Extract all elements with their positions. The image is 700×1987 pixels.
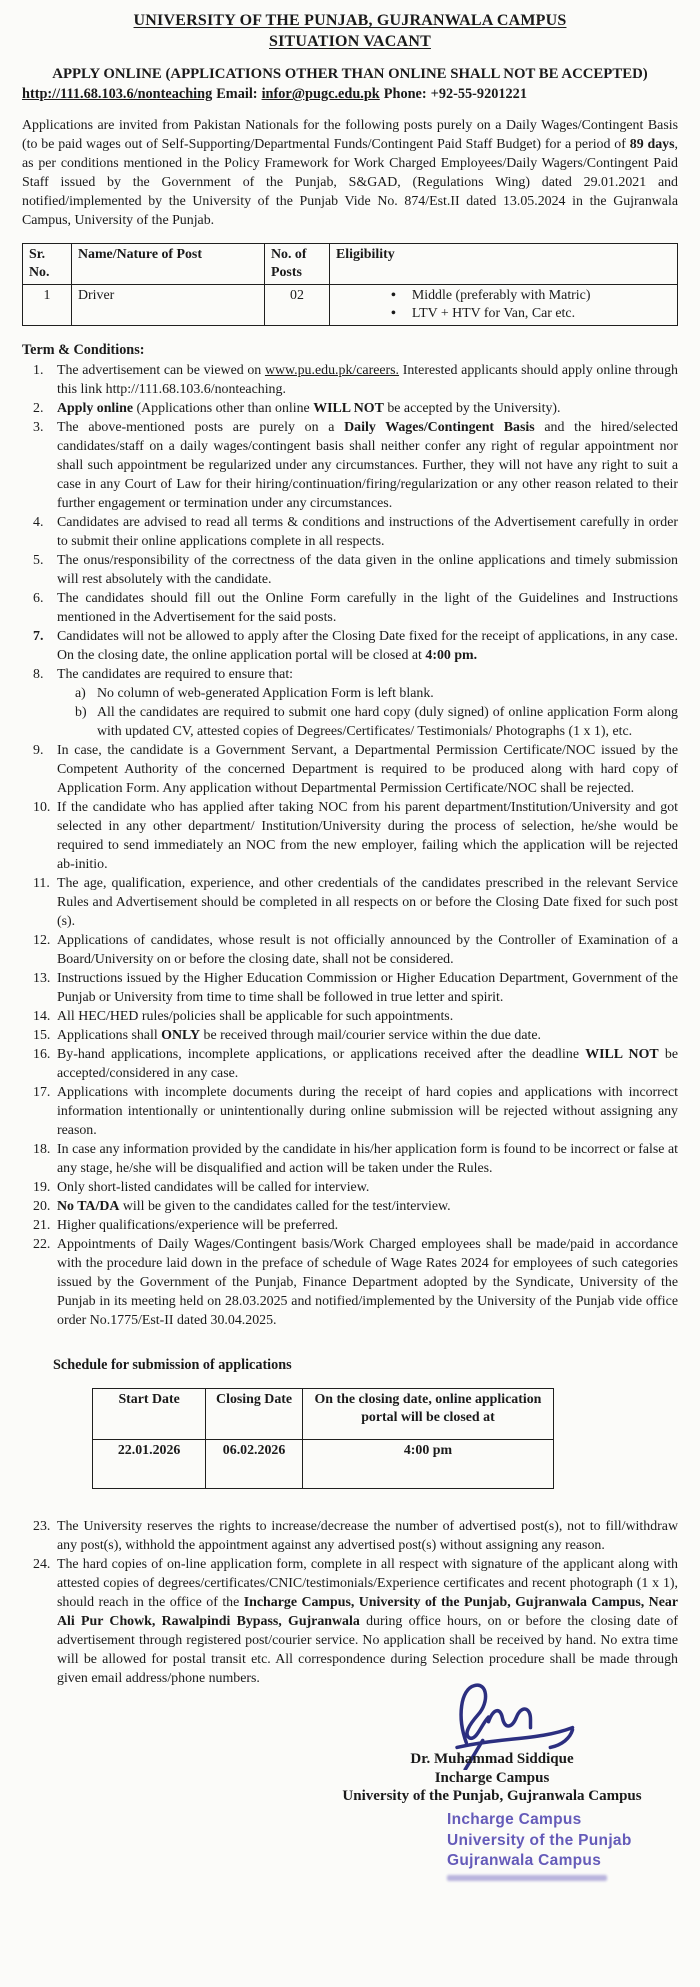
term-item bbox=[22, 1216, 678, 1235]
term-number: 21. bbox=[33, 1218, 51, 1233]
terms-heading: Term & Conditions: bbox=[22, 342, 145, 358]
term-item bbox=[22, 513, 678, 551]
term-number: 20. bbox=[33, 1199, 51, 1214]
term-text bbox=[57, 513, 678, 551]
text-segment: www.pu.edu.pk/careers. bbox=[264, 363, 400, 378]
apply-online-heading: APPLY ONLINE (APPLICATIONS OTHER THAN ONLINE SHALL NOT BE ACCEPTED) bbox=[52, 66, 648, 82]
text-segment: (Applications other than online bbox=[133, 401, 314, 416]
term-text bbox=[57, 551, 678, 589]
term-number: 6. bbox=[33, 591, 44, 606]
schedule-start-date: 22.01.2026 bbox=[93, 1440, 206, 1489]
term-body bbox=[57, 418, 678, 513]
term-subitems bbox=[57, 684, 678, 741]
text-segment: All the candidates are required to submit one hard copy (duly signed) of online application Form along with updated CV, attested copies of Degrees/Certificates/ Testimonials/ Photographs (1 x 1), etc. bbox=[97, 705, 678, 739]
term-item bbox=[22, 1517, 678, 1555]
text-segment: 89 days bbox=[629, 137, 675, 152]
term-text bbox=[57, 627, 678, 665]
term-text bbox=[57, 1045, 678, 1083]
text-segment: be accepted/considered in any case. bbox=[57, 1047, 678, 1081]
term-body bbox=[57, 1197, 678, 1216]
term-item bbox=[22, 1235, 678, 1330]
term-body bbox=[57, 589, 678, 627]
schedule-heading: Schedule for submission of applications bbox=[53, 1357, 292, 1373]
signatory-name: Dr. Muhammad Siddique bbox=[410, 1751, 574, 1767]
application-url: http://111.68.103.6/nonteaching bbox=[22, 86, 213, 102]
term-number: 18. bbox=[33, 1142, 51, 1157]
title-line-1-text: UNIVERSITY OF THE PUNJAB, GUJRANWALA CAMPUS bbox=[133, 12, 567, 29]
schedule-portal-close-time: 4:00 pm bbox=[302, 1440, 553, 1489]
term-number: 17. bbox=[33, 1085, 51, 1100]
term-body bbox=[57, 513, 678, 551]
term-body bbox=[57, 1045, 678, 1083]
term-number: 3. bbox=[33, 420, 44, 435]
term-number: 24. bbox=[33, 1557, 51, 1572]
term-body bbox=[57, 1026, 678, 1045]
text-segment: be received through mail/courier service within the due date. bbox=[200, 1028, 541, 1043]
term-body bbox=[57, 1235, 678, 1330]
title-line-1 bbox=[22, 10, 678, 31]
term-text bbox=[57, 1235, 678, 1330]
term-item bbox=[22, 1178, 678, 1197]
job-table-header-row bbox=[23, 244, 678, 285]
term-text bbox=[57, 1216, 678, 1235]
text-segment: Apply online bbox=[57, 401, 134, 416]
eligibility-bullet-item bbox=[336, 305, 671, 323]
text-segment: No TA/DA bbox=[57, 1199, 120, 1214]
term-number: 15. bbox=[33, 1028, 51, 1043]
term-number: 14. bbox=[33, 1009, 51, 1024]
term-text bbox=[57, 741, 678, 798]
term-body bbox=[57, 1178, 678, 1197]
job-row-eligibility bbox=[330, 285, 678, 326]
title-line-2 bbox=[22, 31, 678, 52]
term-subitem bbox=[75, 703, 678, 741]
term-body bbox=[57, 399, 678, 418]
schedule-header-start-date: Start Date bbox=[93, 1389, 206, 1440]
term-body bbox=[57, 1083, 678, 1140]
term-body bbox=[57, 1007, 678, 1026]
stamp-line-3: Gujranwala Campus bbox=[447, 1852, 602, 1869]
contact-line bbox=[22, 85, 678, 104]
job-header-posts: No. of Posts bbox=[265, 244, 330, 285]
email-label: Email: bbox=[216, 86, 258, 102]
term-item bbox=[22, 551, 678, 589]
text-segment: Candidates are advised to read all terms & conditions and instructions of the Advertisement carefully in order to submit their online applications complete in all respects. bbox=[57, 515, 678, 549]
subitem-text bbox=[97, 703, 678, 741]
text-segment: be accepted by the University). bbox=[383, 401, 561, 416]
term-item bbox=[22, 361, 678, 399]
job-header-sr: Sr. No. bbox=[23, 244, 72, 285]
signatory-details bbox=[277, 1750, 700, 1806]
text-segment: WILL NOT bbox=[585, 1047, 659, 1062]
text-segment: Only short-listed candidates will be called for interview. bbox=[57, 1180, 370, 1195]
term-body bbox=[57, 741, 678, 798]
signatory-organization: University of the Punjab, Gujranwala Campus bbox=[342, 1788, 642, 1804]
term-body bbox=[57, 1216, 678, 1235]
subitem-label: b) bbox=[75, 705, 87, 720]
text-segment: Higher qualifications/experience will be preferred. bbox=[57, 1218, 339, 1233]
text-segment: Applications are invited from Pakistan Nationals for the following posts purely on a Daily Wages/Contingent Basis (to be paid wages out of Self-Supporting/Departmental Funds/Contingent Paid Staff Budget) for a period of bbox=[22, 118, 678, 152]
schedule-header-row bbox=[93, 1389, 554, 1440]
term-number: 12. bbox=[33, 933, 51, 948]
bullet-icon bbox=[391, 305, 396, 323]
term-body bbox=[57, 798, 678, 874]
term-text bbox=[57, 969, 678, 1007]
eligibility-text: Middle (preferably with Matric) bbox=[411, 288, 591, 303]
text-segment: Incharge Campus, University of the Punjab, Gujranwala Campus, Near Ali Pur Chowk, Rawalpindi Bypass, Gujranwala bbox=[57, 1595, 678, 1629]
term-number: 7. bbox=[33, 629, 44, 644]
term-text bbox=[57, 1178, 678, 1197]
term-item bbox=[22, 1083, 678, 1140]
term-text bbox=[57, 1555, 678, 1688]
term-item bbox=[22, 399, 678, 418]
intro-paragraph bbox=[22, 116, 678, 230]
stamp-line-2: University of the Punjab bbox=[447, 1831, 632, 1849]
term-item bbox=[22, 874, 678, 931]
term-item bbox=[22, 931, 678, 969]
term-text bbox=[57, 1083, 678, 1140]
term-body bbox=[57, 1517, 678, 1555]
text-segment: Daily Wages/Contingent Basis bbox=[344, 420, 535, 435]
term-item bbox=[22, 418, 678, 513]
text-segment: Instructions issued by the Higher Education Commission or Higher Education Department, Government of the Punjab or University from time to time shall be followed in true letter and spirit. bbox=[57, 971, 678, 1005]
term-number: 11. bbox=[33, 876, 50, 891]
term-text bbox=[57, 399, 678, 418]
document-title bbox=[22, 10, 678, 52]
text-segment: By-hand applications, incomplete applications, or applications received after the deadline bbox=[57, 1047, 586, 1062]
term-item bbox=[22, 798, 678, 874]
term-number: 9. bbox=[33, 743, 44, 758]
text-segment: will be given to the candidates called for the test/interview. bbox=[119, 1199, 451, 1214]
term-item bbox=[22, 1197, 678, 1216]
term-number: 10. bbox=[33, 800, 51, 815]
term-body bbox=[57, 931, 678, 969]
term-text bbox=[57, 1517, 678, 1555]
term-text bbox=[57, 931, 678, 969]
term-number: 13. bbox=[33, 971, 51, 986]
term-number: 8. bbox=[33, 667, 44, 682]
term-number: 22. bbox=[33, 1237, 51, 1252]
job-row-posts: 02 bbox=[265, 285, 330, 326]
term-text bbox=[57, 1026, 678, 1045]
schedule-header-portal-close: On the closing date, online application portal will be closed at bbox=[302, 1389, 553, 1440]
stamp-line-1: Incharge Campus bbox=[447, 1811, 582, 1828]
term-text bbox=[57, 1197, 678, 1216]
term-body bbox=[57, 665, 678, 741]
term-item bbox=[22, 1140, 678, 1178]
term-number: 23. bbox=[33, 1519, 51, 1534]
text-segment: Interested applicants should apply online through this link http://111.68.103.6/nonteaching. bbox=[57, 363, 678, 397]
term-item bbox=[22, 1026, 678, 1045]
text-segment: The University reserves the rights to increase/decrease the number of advertised post(s), not to fill/withdraw any post(s), withhold the appointment against any advertised post(s) without assigning any reason. bbox=[57, 1519, 678, 1553]
term-text bbox=[57, 589, 678, 627]
subitem-text bbox=[97, 684, 678, 703]
term-number: 4. bbox=[33, 515, 44, 530]
job-header-eligibility: Eligibility bbox=[330, 244, 678, 285]
job-row-name: Driver bbox=[72, 285, 265, 326]
term-text bbox=[57, 665, 678, 684]
job-table-row bbox=[23, 285, 678, 326]
title-line-2-text: SITUATION VACANT bbox=[269, 33, 431, 50]
text-segment: and the hired/selected candidates/staff on a daily wages/contingent basis shall neither confer any right of regular appointment nor shall such appointment be regularized under any circumstances. Further, they will not have any right to suit a case in any Court of Law for their hiring/continuation/firing/regularization or any other reason related to their further engagement or termination under any circumstances. bbox=[57, 420, 678, 511]
text-segment: In case any information provided by the candidate in his/her application form is found to be incorrect or false at any stage, he/she will be disqualified and action will be taken under the Rules. bbox=[57, 1142, 678, 1176]
subitem-label: a) bbox=[75, 686, 86, 701]
term-item bbox=[22, 627, 678, 665]
term-body bbox=[57, 1140, 678, 1178]
term-item bbox=[22, 1007, 678, 1026]
term-item bbox=[22, 665, 678, 741]
term-text bbox=[57, 1007, 678, 1026]
terms-list bbox=[22, 361, 678, 1330]
text-segment: during office hours, on or before the closing date of advertisement through registered post/courier service. No application shall be received by hand. No extra time will be allowed for postal transit etc. All correspondence during Selection procedure shall be made through given email address/phone numbers. bbox=[57, 1614, 678, 1686]
term-subitem bbox=[75, 684, 678, 703]
term-item bbox=[22, 1045, 678, 1083]
term-number: 19. bbox=[33, 1180, 51, 1195]
text-segment: , as per conditions mentioned in the Policy Framework for Work Charged Employees/Daily Wagers/Contingent Paid Staff issued by the Government of the Punjab, S&GAD, (Regulations Wing) dated 29.01.2021 and notified/implemented by the University of the Punjab Vide No. 874/Est.II dated 13.05.2024 in the Gujranwala Campus, University of the Punjab. bbox=[22, 137, 679, 228]
term-body bbox=[57, 969, 678, 1007]
phone-label: Phone: bbox=[383, 86, 427, 102]
term-item bbox=[22, 741, 678, 798]
text-segment: Applications with incomplete documents during the receipt of hard copies and applications with incorrect information intentionally or unintentionally during online submission will be rejected without assigning any reason. bbox=[57, 1085, 678, 1138]
eligibility-text: LTV + HTV for Van, Car etc. bbox=[411, 306, 576, 321]
term-number: 5. bbox=[33, 553, 44, 568]
signatory-title: Incharge Campus bbox=[434, 1769, 550, 1786]
text-segment: Appointments of Daily Wages/Contingent basis/Work Charged employees shall be made/paid in accordance with the procedure laid down in the preface of schedule of Wage Rates 2024 for employees of such categories issued by the Government of the Punjab, Finance Department adopted by the Syndicate, University of the Punjab in its meeting held on 28.03.2025 and notified/implemented by the University of the Punjab vide office order No.1775/Est-II dated 30.04.2025. bbox=[57, 1237, 678, 1328]
schedule-closing-date: 06.02.2026 bbox=[206, 1440, 303, 1489]
text-segment: Candidates will not be allowed to apply after the Closing Date fixed for the receipt of applications, in any case. On the closing date, the online application portal will be closed at bbox=[57, 629, 678, 663]
text-segment: The candidates are required to ensure that: bbox=[57, 667, 294, 682]
text-segment: The candidates should fill out the Online Form carefully in the light of the Guidelines and Instructions mentioned in the Advertisement for the said posts. bbox=[57, 591, 678, 625]
schedule-data-row bbox=[93, 1440, 554, 1489]
term-item bbox=[22, 589, 678, 627]
text-segment: The onus/responsibility of the correctness of the data given in the online applications and timely submission will rest absolutely with the candidate. bbox=[57, 553, 678, 587]
term-text bbox=[57, 418, 678, 513]
term-body bbox=[57, 874, 678, 931]
term-item bbox=[22, 969, 678, 1007]
term-text bbox=[57, 1140, 678, 1178]
text-segment: Applications of candidates, whose result is not officially announced by the Controller of Examination of a Board/University on or before the closing date, shall not be considered. bbox=[57, 933, 678, 967]
term-number: 1. bbox=[33, 363, 44, 378]
job-row-sr: 1 bbox=[23, 285, 72, 326]
text-segment: ONLY bbox=[161, 1028, 201, 1043]
job-header-name: Name/Nature of Post bbox=[72, 244, 265, 285]
text-segment: The hard copies of on-line application form, complete in all respect with signature of the applicant along with attested copies of degrees/certificates/CNIC/testimonials/Experience certificates and recent photograph (1 x 1), should reach in the office of the bbox=[57, 1557, 678, 1610]
text-segment: 4:00 pm. bbox=[425, 648, 478, 663]
text-segment: Applications shall bbox=[57, 1028, 162, 1043]
eligibility-bullet-item bbox=[336, 287, 671, 305]
contact-phone: +92-55-9201221 bbox=[430, 86, 527, 102]
stamp-smudge bbox=[447, 1875, 607, 1881]
term-body bbox=[57, 627, 678, 665]
term-body bbox=[57, 1555, 678, 1688]
term-number: 2. bbox=[33, 401, 44, 416]
terms-list-continued bbox=[22, 1517, 678, 1688]
term-text bbox=[57, 361, 678, 399]
text-segment: The age, qualification, experience, and other credentials of the candidates prescribed in the relevant Service Rules and Advertisement should be completed in all respects on or before the Closing Date fixed for such post (s). bbox=[57, 876, 678, 929]
text-segment: WILL NOT bbox=[313, 401, 384, 416]
text-segment: No column of web-generated Application Form is left blank. bbox=[97, 686, 434, 701]
signature-block bbox=[22, 1688, 678, 1888]
bullet-icon bbox=[391, 287, 396, 305]
term-number: 16. bbox=[33, 1047, 51, 1062]
term-body bbox=[57, 361, 678, 399]
term-item bbox=[22, 1555, 678, 1688]
text-segment: The advertisement can be viewed on bbox=[57, 363, 265, 378]
job-table bbox=[22, 243, 678, 326]
term-body bbox=[57, 551, 678, 589]
schedule-table bbox=[92, 1388, 554, 1489]
text-segment: The above-mentioned posts are purely on a bbox=[57, 420, 345, 435]
term-text bbox=[57, 874, 678, 931]
term-text bbox=[57, 798, 678, 874]
schedule-header-closing-date: Closing Date bbox=[206, 1389, 303, 1440]
text-segment: In case, the candidate is a Government Servant, a Departmental Permission Certificate/NOC issued by the Competent Authority of the concerned Department is required to be produced along with hard copy of Application Form. Any application without Departmental Permission Certificate/NOC shall be rejected. bbox=[57, 743, 678, 796]
campus-stamp bbox=[447, 1810, 632, 1881]
text-segment: All HEC/HED rules/policies shall be applicable for such appointments. bbox=[57, 1009, 454, 1024]
contact-email: infor@pugc.edu.pk bbox=[261, 86, 380, 102]
text-segment: If the candidate who has applied after taking NOC from his parent department/Institution/University and got selected in any other department/ Institution/University during the process of selection, he/she would be required to send immediately an NOC from the new employer, failing which the application will be rejected ab-initio. bbox=[57, 800, 678, 872]
